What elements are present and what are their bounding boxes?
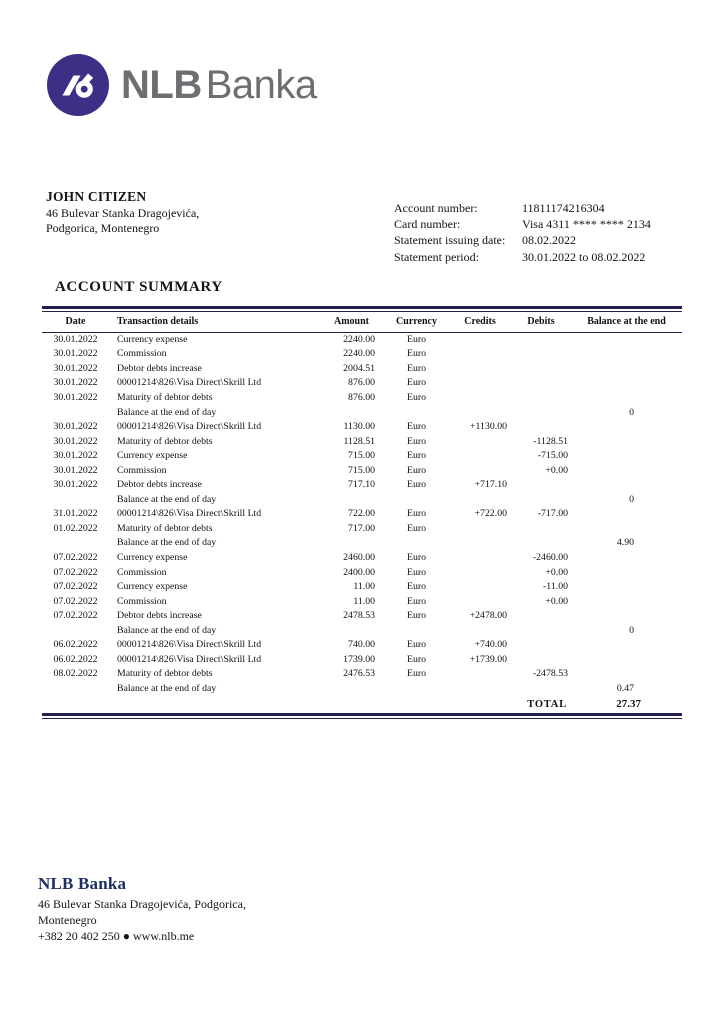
cell-date: 01.02.2022 (53, 522, 98, 534)
cell-debits: -717.00 (537, 508, 568, 520)
cell-debits: -715.00 (537, 450, 568, 462)
transaction-row (42, 463, 682, 478)
cell-balance (571, 565, 682, 580)
cell-date: 31.01.2022 (53, 508, 98, 520)
cell-details: Commission (117, 595, 167, 607)
cell-balance (571, 652, 682, 667)
transaction-row (42, 419, 682, 434)
cell-balance (571, 608, 682, 623)
cell-date (42, 623, 109, 638)
cell-balance (571, 463, 682, 478)
cell-balance (571, 637, 682, 652)
cell-amount: 876.00 (348, 377, 375, 389)
balance-row (42, 536, 682, 551)
cell-currency: Euro (406, 610, 427, 622)
cell-debits (511, 623, 571, 638)
cell-credits: +717.10 (474, 479, 507, 491)
cell-debits: +0.00 (545, 566, 568, 578)
cell-debits (511, 477, 571, 492)
cell-details: Balance at the end of day (117, 406, 217, 418)
cell-amount: 715.00 (348, 464, 375, 476)
cell-balance (571, 521, 682, 536)
cell-currency: Euro (406, 348, 427, 360)
cell-credits (449, 361, 511, 376)
header-debits: Debits (511, 312, 571, 332)
transaction-row (42, 579, 682, 594)
cell-amount: 1130.00 (343, 421, 375, 433)
bank-footer (38, 873, 246, 945)
balance-row (42, 492, 682, 507)
cell-details: 00001214\826\Visa Direct\Skrill Ltd (117, 377, 262, 389)
cell-debits (511, 608, 571, 623)
cell-credits (449, 463, 511, 478)
cell-date: 30.01.2022 (53, 464, 98, 476)
cell-credits (449, 681, 511, 696)
cell-currency: Euro (406, 639, 427, 651)
total-row (42, 696, 682, 713)
cell-amount: 11.00 (353, 595, 375, 607)
cell-amount (319, 405, 384, 420)
cell-amount: 2240.00 (343, 348, 375, 360)
header-transaction-details: Transaction details (109, 312, 319, 332)
cell-amount: 2478.53 (343, 610, 375, 622)
cell-balance (571, 507, 682, 522)
customer-address-line1: 46 Bulevar Stanka Dragojevića, (46, 205, 200, 220)
statement-period-row (394, 249, 651, 265)
account-info-block (394, 200, 651, 265)
cell-credits (449, 594, 511, 609)
cell-debits (511, 419, 571, 434)
transaction-row (42, 477, 682, 492)
statement-period-label: Statement period: (394, 249, 479, 264)
footer-address-line2: Montenegro (38, 913, 97, 928)
transaction-row (42, 667, 682, 682)
transaction-row (42, 550, 682, 565)
cell-credits (449, 492, 511, 507)
account-number-row (394, 200, 651, 216)
cell-debits (511, 332, 571, 347)
cell-currency: Euro (406, 581, 427, 593)
cell-date: 30.01.2022 (53, 348, 98, 360)
cell-currency: Euro (406, 435, 427, 447)
cell-currency: Euro (406, 522, 427, 534)
issuing-date-label: Statement issuing date: (394, 233, 506, 248)
cell-balance (571, 579, 682, 594)
cell-debits (511, 492, 571, 507)
card-number-row (394, 216, 651, 232)
cell-amount (319, 492, 384, 507)
cell-date: 07.02.2022 (53, 610, 98, 622)
cell-credits (449, 521, 511, 536)
cell-balance (571, 477, 682, 492)
cell-balance (571, 419, 682, 434)
balance-row (42, 681, 682, 696)
cell-amount (319, 681, 384, 696)
cell-amount: 722.00 (348, 508, 375, 520)
cell-credits: +1130.00 (469, 421, 507, 433)
bank-name-regular: Banka (205, 63, 317, 107)
cell-amount: 11.00 (353, 581, 375, 593)
transaction-row (42, 361, 682, 376)
customer-block (46, 188, 199, 237)
cell-credits (449, 390, 511, 405)
cell-amount: 2004.51 (343, 362, 375, 374)
cell-amount: 717.00 (348, 522, 375, 534)
cell-amount (319, 536, 384, 551)
cell-balance: 0.47 (616, 682, 634, 694)
cell-currency (384, 405, 449, 420)
table-header (42, 312, 682, 332)
transaction-row (42, 565, 682, 580)
cell-debits: -11.00 (543, 581, 568, 593)
cell-details: Commission (117, 348, 167, 360)
cell-balance (571, 361, 682, 376)
cell-amount: 2476.53 (343, 668, 375, 680)
cell-date: 06.02.2022 (53, 653, 98, 665)
cell-currency: Euro (406, 653, 427, 665)
cell-debits (511, 681, 571, 696)
cell-amount: 740.00 (348, 639, 375, 651)
header-balance: Balance at the end (571, 312, 682, 332)
cell-credits: +2478.00 (469, 610, 507, 622)
cell-currency: Euro (406, 668, 427, 680)
transaction-row (42, 448, 682, 463)
cell-debits: -2478.53 (532, 668, 568, 680)
cell-currency: Euro (406, 334, 427, 346)
cell-details: Currency expense (117, 450, 188, 462)
header-date: Date (42, 312, 109, 332)
card-number-value: Visa 4311 **** **** 2134 (522, 217, 651, 232)
cell-balance (571, 594, 682, 609)
bank-name-bold: NLB (121, 63, 202, 107)
cell-credits (449, 347, 511, 362)
cell-credits (449, 332, 511, 347)
cell-date: 30.01.2022 (53, 377, 98, 389)
cell-debits: -2460.00 (532, 551, 568, 563)
cell-details: Debtor debts increase (117, 479, 202, 491)
cell-details: Currency expense (117, 334, 188, 346)
cell-currency (384, 536, 449, 551)
cell-details: Maturity of debtor debts (117, 668, 213, 680)
transactions-table (42, 312, 682, 713)
cell-credits (449, 550, 511, 565)
cell-credits: +740.00 (474, 639, 507, 651)
cell-balance: 0 (629, 624, 634, 636)
transaction-row (42, 390, 682, 405)
cell-credits: +1739.00 (469, 653, 507, 665)
cell-debits: +0.00 (545, 595, 568, 607)
cell-currency: Euro (406, 595, 427, 607)
cell-details: 00001214\826\Visa Direct\Skrill Ltd (117, 421, 262, 433)
cell-balance (571, 550, 682, 565)
cell-amount: 1739.00 (343, 653, 375, 665)
cell-currency: Euro (406, 551, 427, 563)
cell-details: 00001214\826\Visa Direct\Skrill Ltd (117, 653, 262, 665)
cell-details: Balance at the end of day (117, 493, 217, 505)
cell-debits (511, 376, 571, 391)
cell-balance (571, 434, 682, 449)
cell-credits (449, 667, 511, 682)
cell-date: 30.01.2022 (53, 421, 98, 433)
transaction-row (42, 347, 682, 362)
cell-amount: 717.10 (348, 479, 375, 491)
cell-details: Maturity of debtor debts (117, 391, 213, 403)
footer-contact: +382 20 402 250 ● www.nlb.me (38, 929, 195, 944)
transaction-row (42, 376, 682, 391)
cell-credits: +722.00 (474, 508, 507, 520)
cell-details: Balance at the end of day (117, 537, 217, 549)
footer-bank-name: NLB Banka (38, 874, 127, 893)
header-currency: Currency (384, 312, 449, 332)
transaction-row (42, 594, 682, 609)
cell-date: 30.01.2022 (53, 362, 98, 374)
cell-credits (449, 565, 511, 580)
cell-details: Debtor debts increase (117, 610, 202, 622)
cell-date: 06.02.2022 (53, 639, 98, 651)
cell-details: Maturity of debtor debts (117, 522, 213, 534)
cell-details: Balance at the end of day (117, 682, 217, 694)
cell-date: 08.02.2022 (53, 668, 98, 680)
cell-balance: 0 (629, 406, 634, 418)
cell-debits (511, 347, 571, 362)
page-title: ACCOUNT SUMMARY (55, 279, 223, 295)
cell-debits (511, 361, 571, 376)
transactions-table-wrap (42, 306, 682, 719)
cell-credits (449, 579, 511, 594)
cell-details: Commission (117, 464, 167, 476)
cell-date (42, 492, 109, 507)
cell-debits: +0.00 (545, 464, 568, 476)
cell-date: 30.01.2022 (53, 391, 98, 403)
cell-details: Debtor debts increase (117, 362, 202, 374)
cell-credits (449, 623, 511, 638)
cell-credits (449, 405, 511, 420)
balance-row (42, 623, 682, 638)
header-amount: Amount (319, 312, 384, 332)
bank-logo (47, 54, 317, 116)
cell-details: Maturity of debtor debts (117, 435, 213, 447)
cell-debits (511, 536, 571, 551)
transaction-row (42, 608, 682, 623)
total-value: 27.37 (616, 698, 641, 711)
bank-name (121, 54, 317, 116)
cell-debits (511, 637, 571, 652)
cell-amount: 2460.00 (343, 551, 375, 563)
total-label: TOTAL (527, 698, 567, 710)
cell-credits (449, 448, 511, 463)
cell-details: Currency expense (117, 551, 188, 563)
transaction-row (42, 521, 682, 536)
cell-debits (511, 521, 571, 536)
cell-currency: Euro (406, 450, 427, 462)
cell-details: Balance at the end of day (117, 624, 217, 636)
cell-balance (571, 390, 682, 405)
cell-amount: 2240.00 (343, 334, 375, 346)
transaction-row (42, 332, 682, 347)
header-row (42, 312, 682, 332)
cell-credits (449, 376, 511, 391)
account-number-label: Account number: (394, 201, 478, 215)
cell-currency: Euro (406, 508, 427, 520)
cell-balance (571, 332, 682, 347)
cell-balance (571, 347, 682, 362)
table-footer (42, 696, 682, 713)
statement-period-value: 30.01.2022 to 08.02.2022 (522, 249, 646, 264)
balance-row (42, 405, 682, 420)
issuing-date-value: 08.02.2022 (522, 233, 576, 248)
cell-balance: 4.90 (616, 537, 634, 549)
cell-currency (384, 681, 449, 696)
cell-date: 07.02.2022 (53, 581, 98, 593)
cell-date (42, 405, 109, 420)
cell-currency: Euro (406, 362, 427, 374)
card-number-label: Card number: (394, 217, 461, 232)
total-spacer (42, 696, 511, 713)
cell-date: 30.01.2022 (53, 435, 98, 447)
transaction-row (42, 434, 682, 449)
cell-date (42, 681, 109, 696)
cell-date: 30.01.2022 (53, 479, 98, 491)
cell-details: 00001214\826\Visa Direct\Skrill Ltd (117, 639, 262, 651)
cell-amount: 1128.51 (343, 435, 375, 447)
cell-details: Commission (117, 566, 167, 578)
cell-amount: 715.00 (348, 450, 375, 462)
cell-debits: -1128.51 (533, 435, 568, 447)
account-number-value: 11811174216304 (522, 201, 605, 215)
cell-amount (319, 623, 384, 638)
transaction-row (42, 507, 682, 522)
header-credits: Credits (449, 312, 511, 332)
customer-address-line2: Podgorica, Montenegro (46, 221, 160, 236)
cell-debits (511, 652, 571, 667)
cell-balance: 0 (629, 493, 634, 505)
nlb-circle-logo-icon (47, 54, 109, 116)
cell-currency (384, 492, 449, 507)
cell-balance (571, 448, 682, 463)
cell-balance (571, 667, 682, 682)
cell-currency (384, 623, 449, 638)
cell-currency: Euro (406, 464, 427, 476)
cell-details: Currency expense (117, 581, 188, 593)
cell-currency: Euro (406, 377, 427, 389)
cell-details: 00001214\826\Visa Direct\Skrill Ltd (117, 508, 262, 520)
cell-currency: Euro (406, 421, 427, 433)
cell-date: 07.02.2022 (53, 595, 98, 607)
cell-debits (511, 405, 571, 420)
cell-amount: 876.00 (348, 391, 375, 403)
cell-amount: 2400.00 (343, 566, 375, 578)
customer-name: JOHN CITIZEN (46, 189, 147, 204)
table-bottom-rule (42, 713, 682, 719)
cell-debits (511, 390, 571, 405)
cell-currency: Euro (406, 479, 427, 491)
footer-address-line1: 46 Bulevar Stanka Dragojevića, Podgorica, (38, 897, 246, 912)
cell-currency: Euro (406, 566, 427, 578)
cell-date (42, 536, 109, 551)
transaction-row (42, 652, 682, 667)
transaction-row (42, 637, 682, 652)
cell-credits (449, 434, 511, 449)
issuing-date-row (394, 232, 651, 248)
cell-date: 30.01.2022 (53, 450, 98, 462)
cell-date: 30.01.2022 (53, 334, 98, 346)
cell-credits (449, 536, 511, 551)
cell-date: 07.02.2022 (53, 551, 98, 563)
cell-date: 07.02.2022 (53, 566, 98, 578)
transactions-body (42, 332, 682, 696)
cell-balance (571, 376, 682, 391)
cell-currency: Euro (406, 391, 427, 403)
